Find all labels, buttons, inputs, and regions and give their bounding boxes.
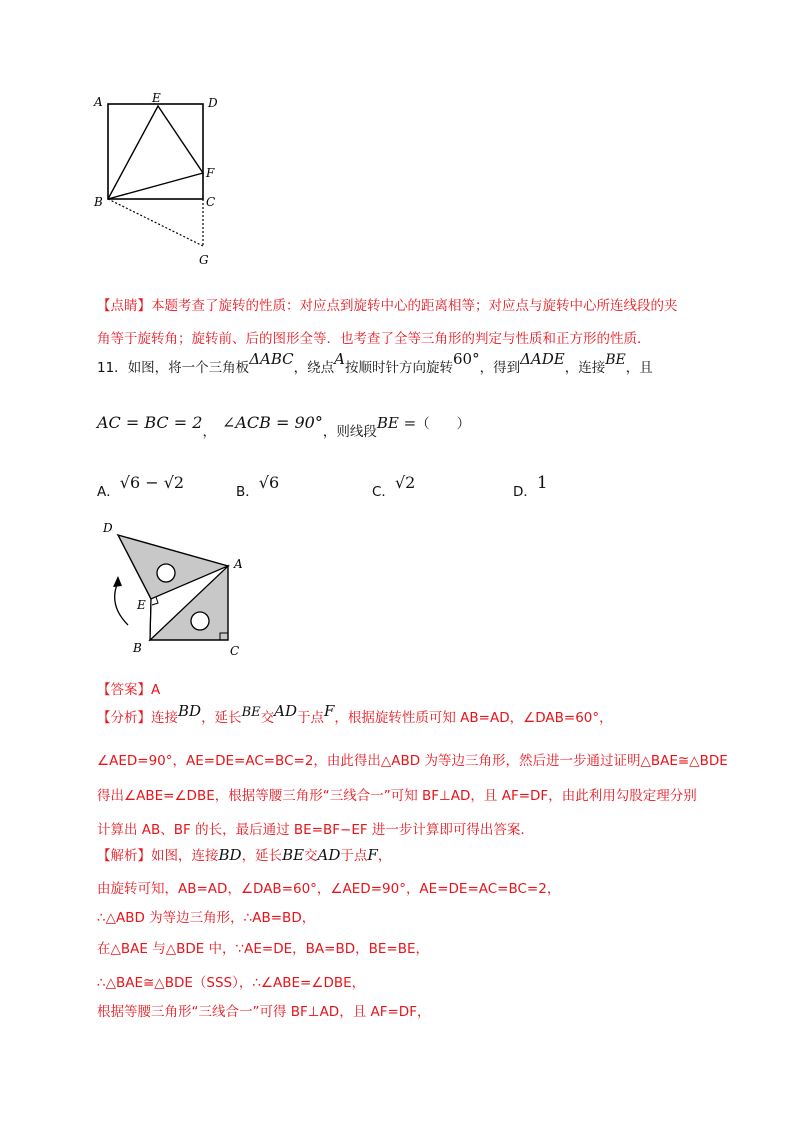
- answer-line: [97, 678, 160, 698]
- option-a-value: √6 − √2: [119, 473, 185, 492]
- math-be: BE: [605, 352, 626, 368]
- option-c-value: √2: [394, 473, 416, 492]
- analysis-math-bd: BD: [178, 702, 202, 720]
- label-b: B: [94, 195, 103, 209]
- analysis-a4: 于点: [296, 710, 324, 726]
- rotation-arrow: [115, 582, 128, 625]
- solution-tag: 【解析】: [97, 848, 151, 864]
- option-d[interactable]: [513, 472, 548, 500]
- math-triangle-ade: ΔADE: [520, 350, 565, 368]
- math-triangle-abc: ΔABC: [249, 350, 294, 368]
- option-d-label: D．: [513, 484, 537, 500]
- solution-math-f: F: [367, 846, 378, 864]
- solution-line2: 由旋转可知，AB=AD，∠DAB=60°，∠AED=90°，AE=DE=AC=BC=2，: [97, 881, 561, 897]
- question-t8: ，则线段: [322, 424, 377, 440]
- label-a: A: [94, 95, 103, 109]
- label-c: C: [206, 195, 216, 209]
- option-d-value: 1: [536, 473, 548, 493]
- triangle-bef: [108, 106, 203, 199]
- analysis-line2: ∠AED=90°，AE=DE=AC=BC=2，由此得出△ABD 为等边三角形，然后进一步通过证明△BAE≅△BDE: [97, 753, 728, 769]
- solution-line6: 根据等腰三角形“三线合一”可得 BF⊥AD，且 AF=DF，: [97, 1004, 431, 1020]
- question-t5: ，连接: [564, 360, 606, 376]
- analysis-a3: 交: [260, 710, 275, 726]
- analysis-a2: ，延长: [201, 710, 242, 726]
- solution-s4: 于点: [340, 848, 368, 864]
- math-point-a: A: [334, 350, 345, 368]
- label-g: G: [199, 253, 209, 267]
- solution-s5: ，: [377, 848, 392, 864]
- option-c[interactable]: [372, 472, 416, 500]
- option-a[interactable]: [97, 472, 185, 500]
- question-t9: （ ）: [416, 416, 471, 432]
- question-t7: ，: [202, 424, 216, 440]
- analysis-a1: 连接: [151, 710, 178, 726]
- analysis-line3: 得出∠ABE=∠DBE，根据等腰三角形“三线合一”可知 BF⊥AD，且 AF=DF，由此利用勾股定理分别: [97, 788, 697, 804]
- label-c2: C: [230, 644, 240, 658]
- figure-rotated-triangles: [98, 515, 248, 660]
- solution-s1: 如图，连接: [151, 848, 219, 864]
- option-b-value: √6: [258, 473, 280, 492]
- solution-line5: ∴△BAE≅△BDE（SSS），∴∠ABE=∠DBE，: [97, 975, 366, 991]
- math-be-eq: BE =: [376, 414, 417, 432]
- solution-line4: 在△BAE 与△BDE 中，∵AE=DE，BA=BD，BE=BE，: [97, 941, 430, 957]
- hole-upper: [157, 564, 175, 582]
- question-t2: ，绕点: [293, 360, 335, 376]
- label-a2: A: [234, 557, 243, 571]
- label-e2: E: [137, 598, 146, 612]
- question-line1: [97, 350, 653, 379]
- question-t6: ，且: [625, 360, 653, 376]
- solution-s2: ，延长: [241, 848, 283, 864]
- figure-square-triangle: [88, 88, 228, 273]
- solution-math-bd: BD: [218, 846, 242, 864]
- analysis-math-f: F: [323, 702, 335, 720]
- dianjing-tag: 【点睛】: [97, 298, 151, 314]
- solution-line1: [97, 844, 391, 867]
- analysis-line1: [97, 702, 613, 730]
- label-f: F: [206, 166, 215, 180]
- solution-math-be: BE: [282, 846, 305, 864]
- answer-value: A: [151, 682, 161, 698]
- rotation-arrow-head: [113, 576, 122, 587]
- dotted-bg: [108, 199, 203, 246]
- question-number: 11．: [97, 360, 128, 376]
- option-b-label: B．: [236, 484, 259, 500]
- question-t3: 按顺时针方向旋转: [344, 360, 453, 376]
- option-c-label: C．: [372, 484, 395, 500]
- question-t1: 如图，将一个三角板: [127, 360, 250, 376]
- dianjing-line2: 角等于旋转角；旋转前、后的图形全等．也考查了全等三角形的判定与性质和正方形的性质．: [97, 331, 651, 347]
- analysis-tag: 【分析】: [97, 710, 151, 726]
- question-line2: [97, 412, 471, 440]
- math-angle-acb: ∠ACB = 90°: [221, 413, 323, 432]
- solution-math-ad: AD: [317, 846, 341, 864]
- analysis-line4: 计算出 AB、BF 的长，最后通过 BE=BF−EF 进一步计算即可得出答案.: [97, 822, 525, 838]
- dianjing-line1: [97, 294, 678, 314]
- label-b2: B: [133, 641, 142, 655]
- dianjing-text1: 本题考查了旋转的性质：对应点到旋转中心的距离相等；对应点与旋转中心所连线段的夹: [151, 298, 678, 314]
- math-ac-bc-2: AC = BC = 2: [97, 413, 203, 432]
- label-e: E: [152, 91, 161, 105]
- label-d: D: [208, 96, 218, 110]
- analysis-math-be: BE: [241, 705, 261, 720]
- option-a-label: A．: [97, 484, 120, 500]
- answer-tag: 【答案】: [97, 682, 151, 698]
- analysis-math-ad: AD: [274, 702, 297, 720]
- math-60deg: 60°: [452, 350, 480, 368]
- question-t4: ，得到: [479, 360, 521, 376]
- solution-line3: ∴△ABD 为等边三角形，∴AB=BD，: [97, 910, 316, 926]
- solution-s3: 交: [304, 848, 318, 864]
- analysis-a5: ，根据旋转性质可知 AB=AD，∠DAB=60°，: [334, 710, 613, 726]
- option-b[interactable]: [236, 472, 280, 500]
- hole-lower: [191, 612, 209, 630]
- label-d2: D: [103, 521, 113, 535]
